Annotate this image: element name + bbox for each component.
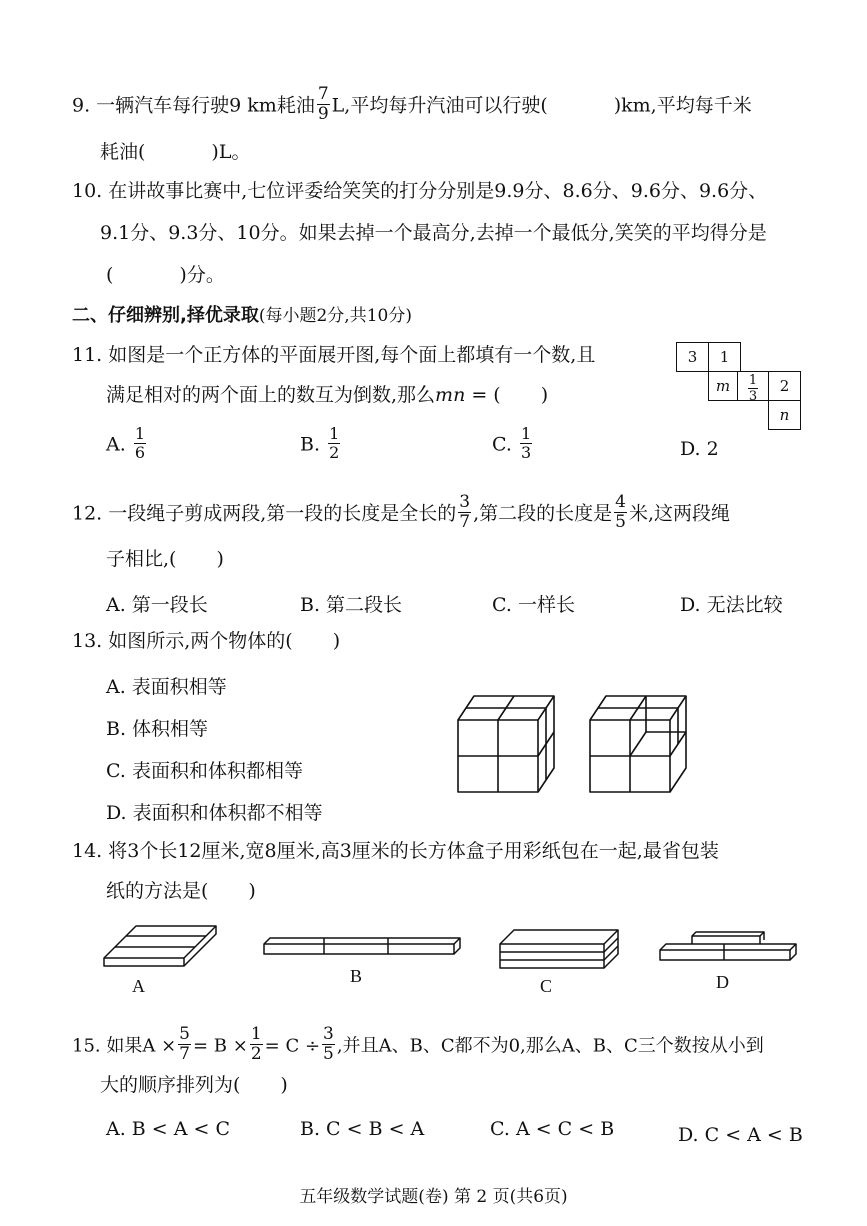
- q9-fraction: $\frac{7}{9}$: [317, 84, 329, 124]
- net-cell-m: m: [708, 371, 738, 401]
- cube-net-figure: [676, 342, 802, 430]
- net-cell-1: 1: [708, 342, 741, 372]
- q13-cube-figures: [450, 688, 770, 798]
- q15-option-c[interactable]: C. A < C < B: [490, 1118, 615, 1140]
- q12-option-d[interactable]: D. 无法比较: [680, 594, 783, 616]
- q14-figure-label-a: A: [132, 976, 145, 996]
- q13-stem: 13. 如图所示,两个物体的( ): [72, 630, 341, 652]
- q14-box-figures: [96, 918, 816, 978]
- q15-option-d[interactable]: D. C < A < B: [678, 1124, 803, 1146]
- net-cell-3: 3: [676, 342, 709, 372]
- section2-heading: 二、仔细辨别,择优录取(每小题2分,共10分): [72, 305, 412, 326]
- q13-option-a[interactable]: A. 表面积相等: [106, 676, 227, 698]
- q12-option-b[interactable]: B. 第二段长: [300, 594, 403, 616]
- q10-line2: 9.1分、9.3分、10分。如果去掉一个最高分,去掉一个最低分,笑笑的平均得分是: [100, 222, 767, 244]
- q11-line1: 11. 如图是一个正方体的平面展开图,每个面上都填有一个数,且: [72, 344, 596, 366]
- q15-line1: 15. 如果A × $\frac{5}{7}$ = B × $\frac{1}{2}$ = C ÷ $\frac{3}{5}$ ,并且A、B、C都不为0,那么A、B、C三个数按从小到: [72, 1024, 764, 1064]
- page-footer: 五年级数学试题(卷) 第 2 页(共6页): [299, 1187, 568, 1207]
- q13-option-c[interactable]: C. 表面积和体积都相等: [106, 760, 303, 782]
- net-cell-2: 2: [768, 371, 801, 401]
- q12-line1: 12. 一段绳子剪成两段,第一段的长度是全长的 $\frac{3}{7}$ ,第二段的长度是 $\frac{4}{5}$ 米,这两段绳: [72, 492, 731, 532]
- q12-option-a[interactable]: A. 第一段长: [106, 594, 208, 616]
- q14-line2: 纸的方法是( ): [106, 880, 256, 902]
- q12-option-c[interactable]: C. 一样长: [492, 594, 575, 616]
- q12-line2: 子相比,( ): [106, 548, 224, 570]
- q13-option-d[interactable]: D. 表面积和体积都不相等: [106, 802, 323, 824]
- q14-figure-label-c: C: [540, 976, 553, 996]
- net-cell-one-third: $\frac{1}{3}$: [737, 371, 769, 401]
- q13-option-b[interactable]: B. 体积相等: [106, 718, 209, 740]
- q15-option-b[interactable]: B. C < B < A: [300, 1118, 425, 1140]
- q15-line2: 大的顺序排列为( ): [100, 1074, 288, 1096]
- q9-line2: 耗油( )L。: [100, 141, 251, 163]
- q15-option-a[interactable]: A. B < A < C: [106, 1118, 231, 1140]
- q14-line1: 14. 将3个长12厘米,宽8厘米,高3厘米的长方体盒子用彩纸包在一起,最省包装: [72, 840, 719, 862]
- q10-line1: 10. 在讲故事比赛中,七位评委给笑笑的打分分别是9.9分、8.6分、9.6分、9.6分、: [72, 180, 768, 202]
- q14-figure-label-d: D: [716, 972, 729, 992]
- q11-option-c[interactable]: C. $\frac{1}{3}$: [492, 424, 532, 462]
- q11-option-b[interactable]: B. $\frac{1}{2}$: [300, 424, 340, 462]
- q10-line3: ( )分。: [106, 264, 225, 286]
- q11-line2: 满足相对的两个面上的数互为倒数,那么mn = ( ): [106, 384, 549, 406]
- q11-option-d[interactable]: D. 2: [680, 438, 719, 460]
- q9-line1: 9. 一辆汽车每行驶9 km耗油 $\frac{7}{9}$ L,平均每升汽油可以行驶( )km,平均每千米: [72, 84, 752, 124]
- q11-option-a[interactable]: A. $\frac{1}{6}$: [106, 424, 145, 462]
- q14-figure-label-b: B: [350, 966, 363, 986]
- net-cell-n: n: [768, 400, 801, 430]
